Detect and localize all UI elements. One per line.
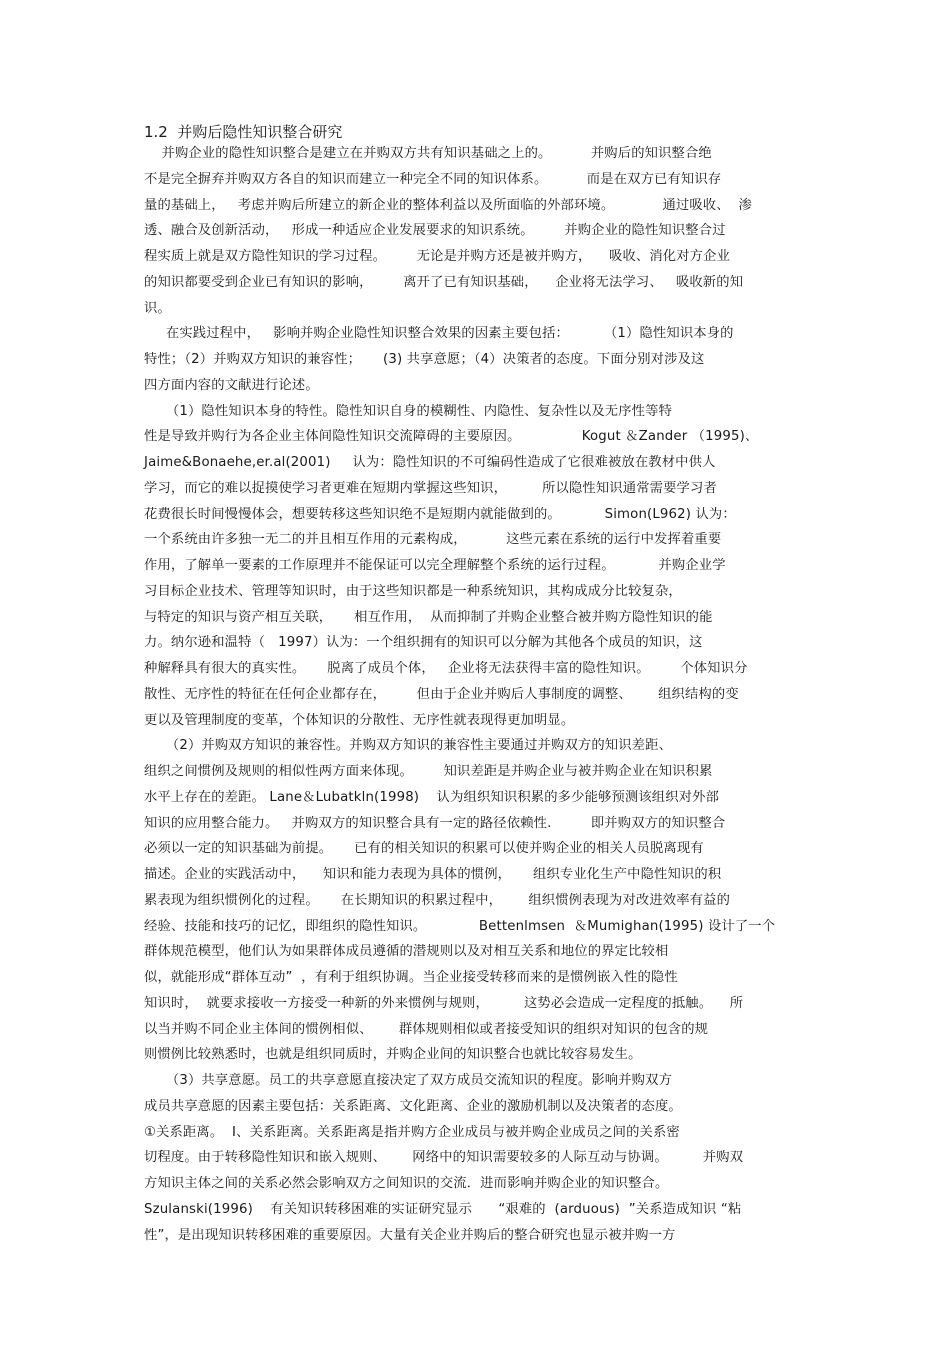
text-line: （1）隐性知识本身的特性。隐性知识自身的模糊性、内隐性、复杂性以及无序性等特 [144,403,673,419]
text-line: 不是完全摒弃并购双方各自的知识而建立一种完全不同的知识体系。 而是在双方已有知识存 [144,171,722,187]
text-line: 以当并购不同企业主体间的惯例相似、 群体规则相似或者接受知识的组织对知识的包含的规 [144,1021,709,1037]
text-line: Szulanski(1996) 有关知识转移困难的实证研究显示 “艰难的 (arduous) ”关系造成知识 “粘 [144,1201,742,1217]
text-line: 并购企业的隐性知识整合是建立在并购双方共有知识基础之上的。 并购后的知识整合绝 [144,146,712,161]
text-line: 描述。企业的实践活动中， 知识和能力表现为具体的惯例， 组织专业化生产中隐性知识的积 [144,867,722,882]
text-line: 与特定的知识与资产相互关联， 相互作用， 从而抑制了并购企业整合被并购方隐性知识的能 [144,609,713,625]
text-line: 水平上存在的差距。 Lane＆Lubatkln(1998) 认为组织知识积累的多少能够预测该组织对外部 [144,789,720,805]
text-line: 经验、技能和技巧的记忆，即组织的隐性知识。 Bettenlmsen ＆Mumighan(1995) 设计了一个 [144,918,776,934]
text-line: 累表现为组织惯例化的过程。 在长期知识的积累过程中， 组织惯例表现为对改进效率有益的 [144,892,731,908]
text-line: 习目标企业技术、管理等知识时，由于这些知识都是一种系统知识，其构成成分比较复杂， [144,583,682,599]
text-line: 散性、无序性的特征在任何企业都存在， 但由于企业并购后人事制度的调整、 组织结构的变 [144,686,739,702]
text-line: 量的基础上， 考虑并购后所建立的新企业的整体利益以及所面临的外部环境。 通过吸收、 渗 [144,197,752,213]
text-line: 程实质上就是双方隐性知识的学习过程。 无论是并购方还是被并购方， 吸收、消化对方企业 [144,249,731,264]
text-line: 在实践过程中， 影响并购企业隐性知识整合效果的因素主要包括： （1）隐性知识本身的 [144,326,734,342]
text-line: 组织之间惯例及规则的相似性两方面来体现。 知识差距是并购企业与被并购企业在知识积累 [144,764,713,779]
text-line: 透、融合及创新活动， 形成一种适应企业发展要求的知识系统。 并购企业的隐性知识整合过 [144,223,726,239]
text-line: 成员共享意愿的因素主要包括：关系距离、文化距离、企业的激励机制以及决策者的态度。 [144,1098,682,1114]
text-line: 识。 [144,300,171,316]
text-line: 切程度。由于转移隐性知识和嵌入规则、 网络中的知识需要较多的人际互动与协调。 并购双 [144,1150,744,1166]
text-line: 一个系统由许多独一无二的并且相互作用的元素构成， 这些元素在系统的运行中发挥着重要 [144,532,722,548]
text-line: 力。纳尔逊和温特（ 1997）认为：一个组织拥有的知识可以分解为其他各个成员的知识，这 [144,635,703,651]
text-line: 四方面内容的文献进行论述。 [144,377,319,393]
text-line: 学习，而它的难以捉摸使学习者更难在短期内掌握这些知识， 所以隐性知识通常需要学习者 [144,480,717,496]
text-line: 花费很长时间慢慢体会，想要转移这些知识绝不是短期内就能做到的。 Simon(L962) 认为： [144,506,736,522]
text-line: Jaime&Bonaehe,er.al(2001) 认为：隐性知识的不可编码性造成了它很难被放在教材中供人 [144,455,716,470]
text-line: 群体规范模型，他们认为如果群体成员遵循的潜规则以及对相互关系和地位的界定比较相 [144,944,669,960]
text-line: 方知识主体之间的关系必然会影响双方之间知识的交流．进而影响并购企业的知识整合。 [144,1176,669,1191]
text-line: 似，就能形成“群体互动” ，有利于组织协调。当企业接受转移而来的是惯例嵌入性的隐性 [144,970,678,985]
section-heading: 1.2 并购后隐性知识整合研究 [144,123,343,141]
text-line: 性”，是出现知识转移困难的重要原因。大量有关企业并购后的整合研究也显示被并购一方 [144,1227,676,1243]
text-line: 特性；（2）并购双方知识的兼容性； (3) 共享意愿；（4）决策者的态度。下面分别对涉及这 [144,352,705,367]
text-line: 种解释具有很大的真实性。 脱离了成员个体， 企业将无法获得丰富的隐性知识。 个体知识分 [144,661,748,676]
text-line: 的知识都要受到企业已有知识的影响， 离开了已有知识基础， 企业将无法学习、 吸收新的知 [144,274,744,290]
text-line: 作用，了解单一要素的工作原理并不能保证可以完全理解整个系统的运行过程。 并购企业学 [144,558,726,573]
text-line: 则惯例比较熟悉时，也就是组织同质时，并购企业间的知识整合也就比较容易发生。 [144,1047,642,1063]
text-line: 知识的应用整合能力。 并购双方的知识整合具有一定的路径依赖性. 即并购双方的知识整合 [144,815,726,831]
text-line: 知识时， 就要求接收一方接受一种新的外来惯例与规则， 这势必会造成一定程度的抵触。 所 [144,995,744,1011]
text-line: 更以及管理制度的变革，个体知识的分散性、无序性就表现得更加明显。 [144,712,575,728]
text-line: ①关系距离。 Ⅰ、关系距离。关系距离是指并购方企业成员与被并购企业成员之间的关系密 [144,1124,680,1140]
text-line: （2）并购双方知识的兼容性。并购双方知识的兼容性主要通过并购双方的知识差距、 [144,738,673,754]
text-line: 性是导致并购行为各企业主体间隐性知识交流障碍的主要原因。 Kogut ＆Zander （1995)、 [144,429,759,445]
text-line: （3）共享意愿。员工的共享意愿直接决定了双方成员交流知识的程度。影响并购双方 [144,1073,673,1088]
text-line: 必须以一定的知识基础为前提。 已有的相关知识的积累可以使并购企业的相关人员脱离现有 [144,841,704,857]
